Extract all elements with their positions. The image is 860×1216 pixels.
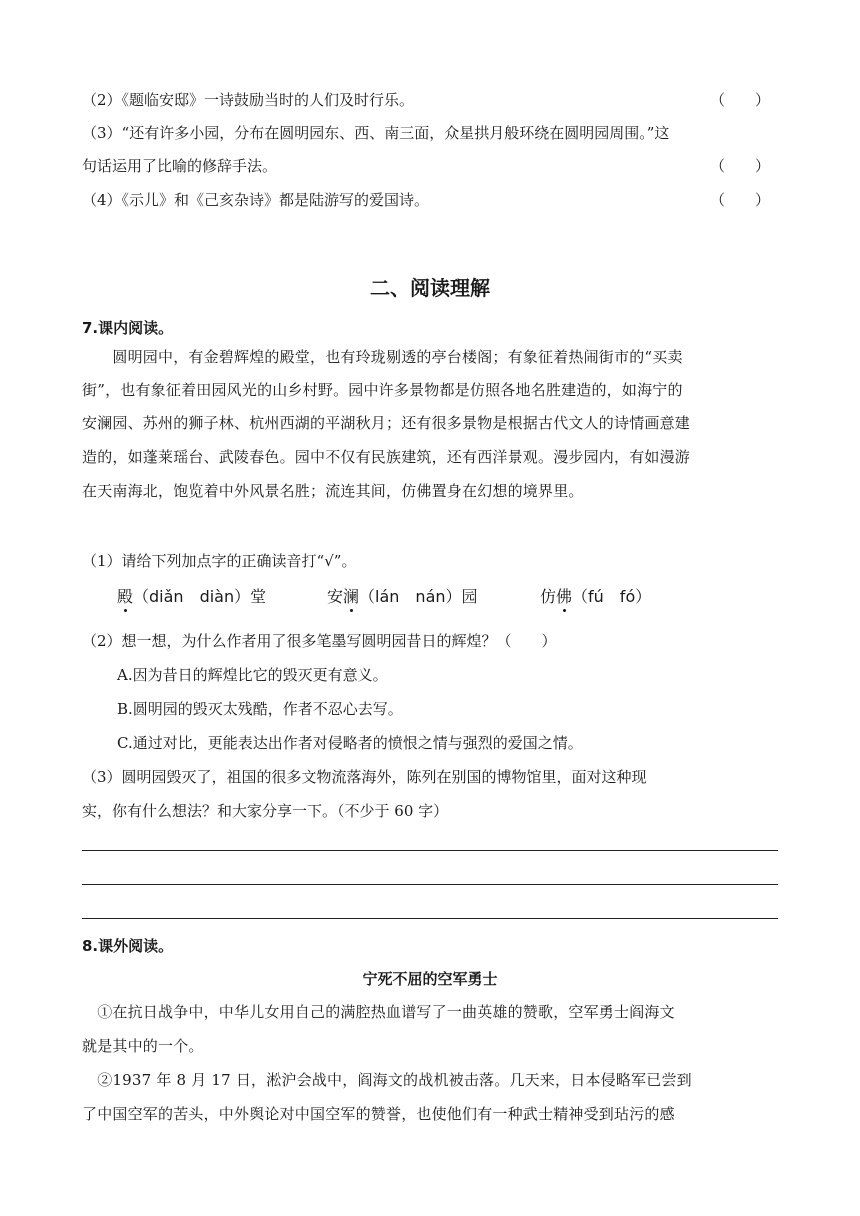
pinyin-item-1[interactable] (117, 584, 266, 607)
judge-item-4 (82, 189, 778, 210)
passage-line: 造的，如蓬莱瑶台、武陵春色。园中不仅有民族建筑，还有西洋景观。漫步园内，有如漫游 (82, 448, 691, 466)
passage-line: 安澜园、苏州的狮子林、杭州西湖的平湖秋月；还有很多景物是根据古代文人的诗情画意建 (82, 414, 691, 432)
option-a[interactable]: A.因为昔日的辉煌比它的毁灭更有意义。 (117, 666, 388, 684)
story-paragraph-line: ②1937 年 8 月 17 日，淞沪会战中，阎海文的战机被击落。几天来，日本侵略军已尝到 (82, 1071, 692, 1089)
question-7-sub3-cont: 实，你有什么想法？和大家分享一下。（不少于 60 字） (82, 802, 449, 820)
char: 安 (327, 587, 344, 606)
question-7-sub1: （1）请给下列加点字的正确读音打“√”。 (82, 552, 357, 570)
question-7-heading: 7.课内阅读。 (82, 319, 174, 337)
pinyin-item-2[interactable] (327, 584, 478, 607)
judge-item-2 (82, 89, 778, 110)
question-7-sub2: （2）想一想，为什么作者用了很多笔墨写圆明园昔日的辉煌？（ ） (82, 632, 557, 650)
judge-item-3-line2 (82, 155, 778, 176)
answer-paren-2[interactable]: （ ） (709, 91, 770, 109)
answer-line[interactable] (82, 884, 778, 885)
dotted-char: 澜 (343, 584, 359, 607)
judge-item-3-line1 (82, 122, 778, 143)
char: 堂 (250, 587, 267, 606)
answer-paren-3[interactable]: （ ） (709, 157, 770, 175)
judge-item-3-text: （3）“还有许多小园，分布在圆明园东、西、南三面，众星拱月般环绕在圆明园周围。”这 (82, 124, 670, 142)
pinyin-item-3[interactable] (540, 584, 651, 607)
story-paragraph-line: 了中国空军的苦头，中外舆论对中国空军的赞誉，也使他们有一种武士精神受到玷污的感 (82, 1105, 675, 1123)
story-paragraph-line: ①在抗日战争中，中华儿女用自己的满腔热血谱写了一曲英雄的赞歌，空军勇士阎海文 (82, 1003, 675, 1021)
answer-line[interactable] (82, 850, 778, 851)
answer-line[interactable] (82, 918, 778, 919)
judge-item-3-text-cont: 句话运用了比喻的修辞手法。 (82, 157, 278, 175)
question-8-heading: 8.课外阅读。 (82, 937, 174, 955)
story-title: 宁死不屈的空军勇士 (362, 970, 498, 988)
pinyin-options: （lán nán） (359, 587, 462, 606)
option-c[interactable]: C.通过对比，更能表达出作者对侵略者的愤恨之情与强烈的爱国之情。 (117, 734, 583, 752)
passage-line: 圆明园中，有金碧辉煌的殿堂，也有玲珑剔透的亭台楼阁；有象征着热闹街市的“买卖 (82, 348, 683, 366)
char: 仿 (540, 587, 557, 606)
dotted-char: 殿 (117, 584, 133, 607)
dotted-char: 佛 (556, 584, 572, 607)
judge-item-4-text: （4）《示儿》和《己亥杂诗》都是陆游写的爱国诗。 (82, 191, 430, 209)
judge-item-2-text: （2）《题临安邸》一诗鼓励当时的人们及时行乐。 (82, 91, 415, 109)
option-b[interactable]: B.圆明园的毁灭太残酷，作者不忍心去写。 (117, 700, 403, 718)
question-7-sub3: （3）圆明园毁灭了，祖国的很多文物流落海外，陈列在别国的博物馆里，面对这种现 (82, 768, 647, 786)
pinyin-options: （fú fó） (572, 587, 652, 606)
passage-line: 街”，也有象征着田园风光的山乡村野。园中许多景物都是仿照各地名胜建造的，如海宁的 (82, 381, 683, 399)
passage-line: 在天南海北，饱览着中外风景名胜；流连其间，仿佛置身在幻想的境界里。 (82, 482, 584, 500)
pinyin-options: （diǎn diàn） (133, 587, 251, 606)
char: 园 (461, 587, 478, 606)
section-title: 二、阅读理解 (370, 276, 490, 300)
answer-paren-4[interactable]: （ ） (709, 191, 770, 209)
story-paragraph-line: 就是其中的一个。 (82, 1037, 204, 1055)
